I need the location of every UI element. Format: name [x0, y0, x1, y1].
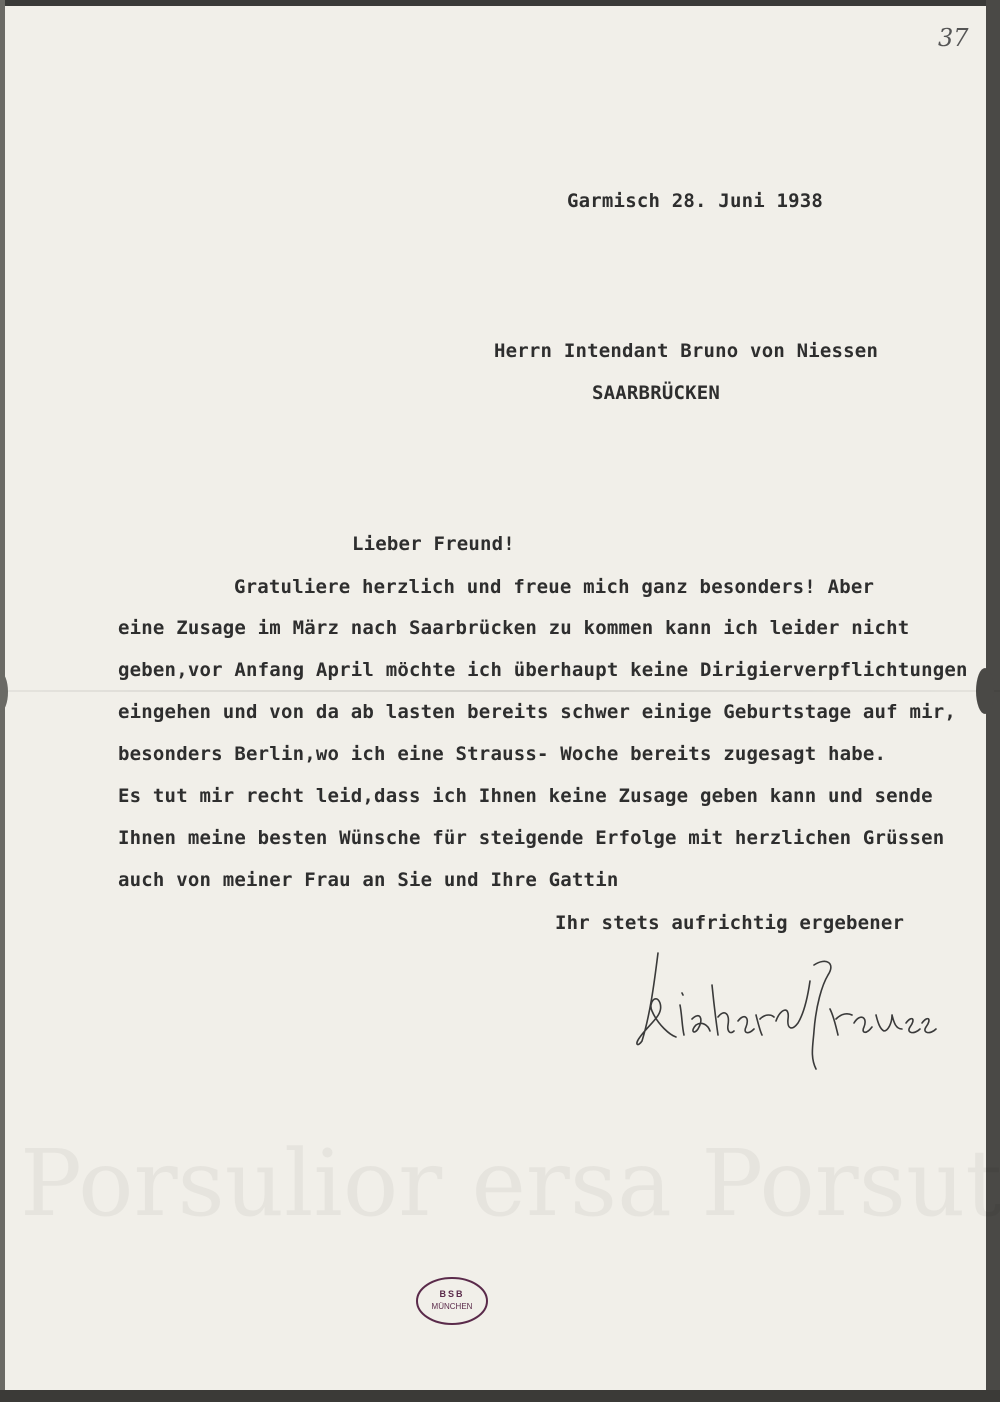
body-line: Ihnen meine besten Wünsche für steigende Erfolge mit herzlichen Grüssen [118, 827, 945, 849]
page-edge-top [0, 0, 1000, 6]
library-stamp [414, 1275, 490, 1327]
paper-fold [0, 690, 1000, 692]
body-line: eine Zusage im März nach Saarbrücken zu kommen kann ich leider nicht [118, 617, 910, 639]
handwritten-signature [630, 945, 940, 1075]
page-edge-bottom [0, 1390, 1000, 1402]
body-line: auch von meiner Frau an Sie und Ihre Gattin [118, 869, 619, 891]
recipient-name: Herrn Intendant Bruno von Niessen [494, 340, 879, 362]
body-line: geben,vor Anfang April möchte ich überhaupt keine Dirigierverpflichtungen [118, 659, 968, 681]
body-line: eingehen und von da ab lasten bereits schwer einige Geburtstage auf mir, [118, 701, 957, 723]
show-through-text [20, 1130, 1000, 1237]
stamp-line-2: MÜNCHEN [431, 1302, 473, 1311]
body-line: Es tut mir recht leid,dass ich Ihnen keine Zusage geben kann und sende [118, 785, 933, 807]
salutation: Lieber Freund! [352, 533, 515, 555]
stamp-line-1: BSB [439, 1289, 465, 1299]
fold-notch-right [976, 668, 994, 714]
recipient-city: SAARBRÜCKEN [592, 382, 721, 404]
letter-date: Garmisch 28. Juni 1938 [567, 190, 824, 212]
folio-number: 37 [938, 24, 969, 52]
body-line: Gratuliere herzlich und freue mich ganz besonders! Aber [234, 576, 875, 598]
closing-phrase: Ihr stets aufrichtig ergebener [555, 912, 905, 934]
body-line: besonders Berlin,wo ich eine Strauss- Woche bereits zugesagt habe. [118, 743, 887, 765]
fold-notch-left [0, 672, 8, 712]
